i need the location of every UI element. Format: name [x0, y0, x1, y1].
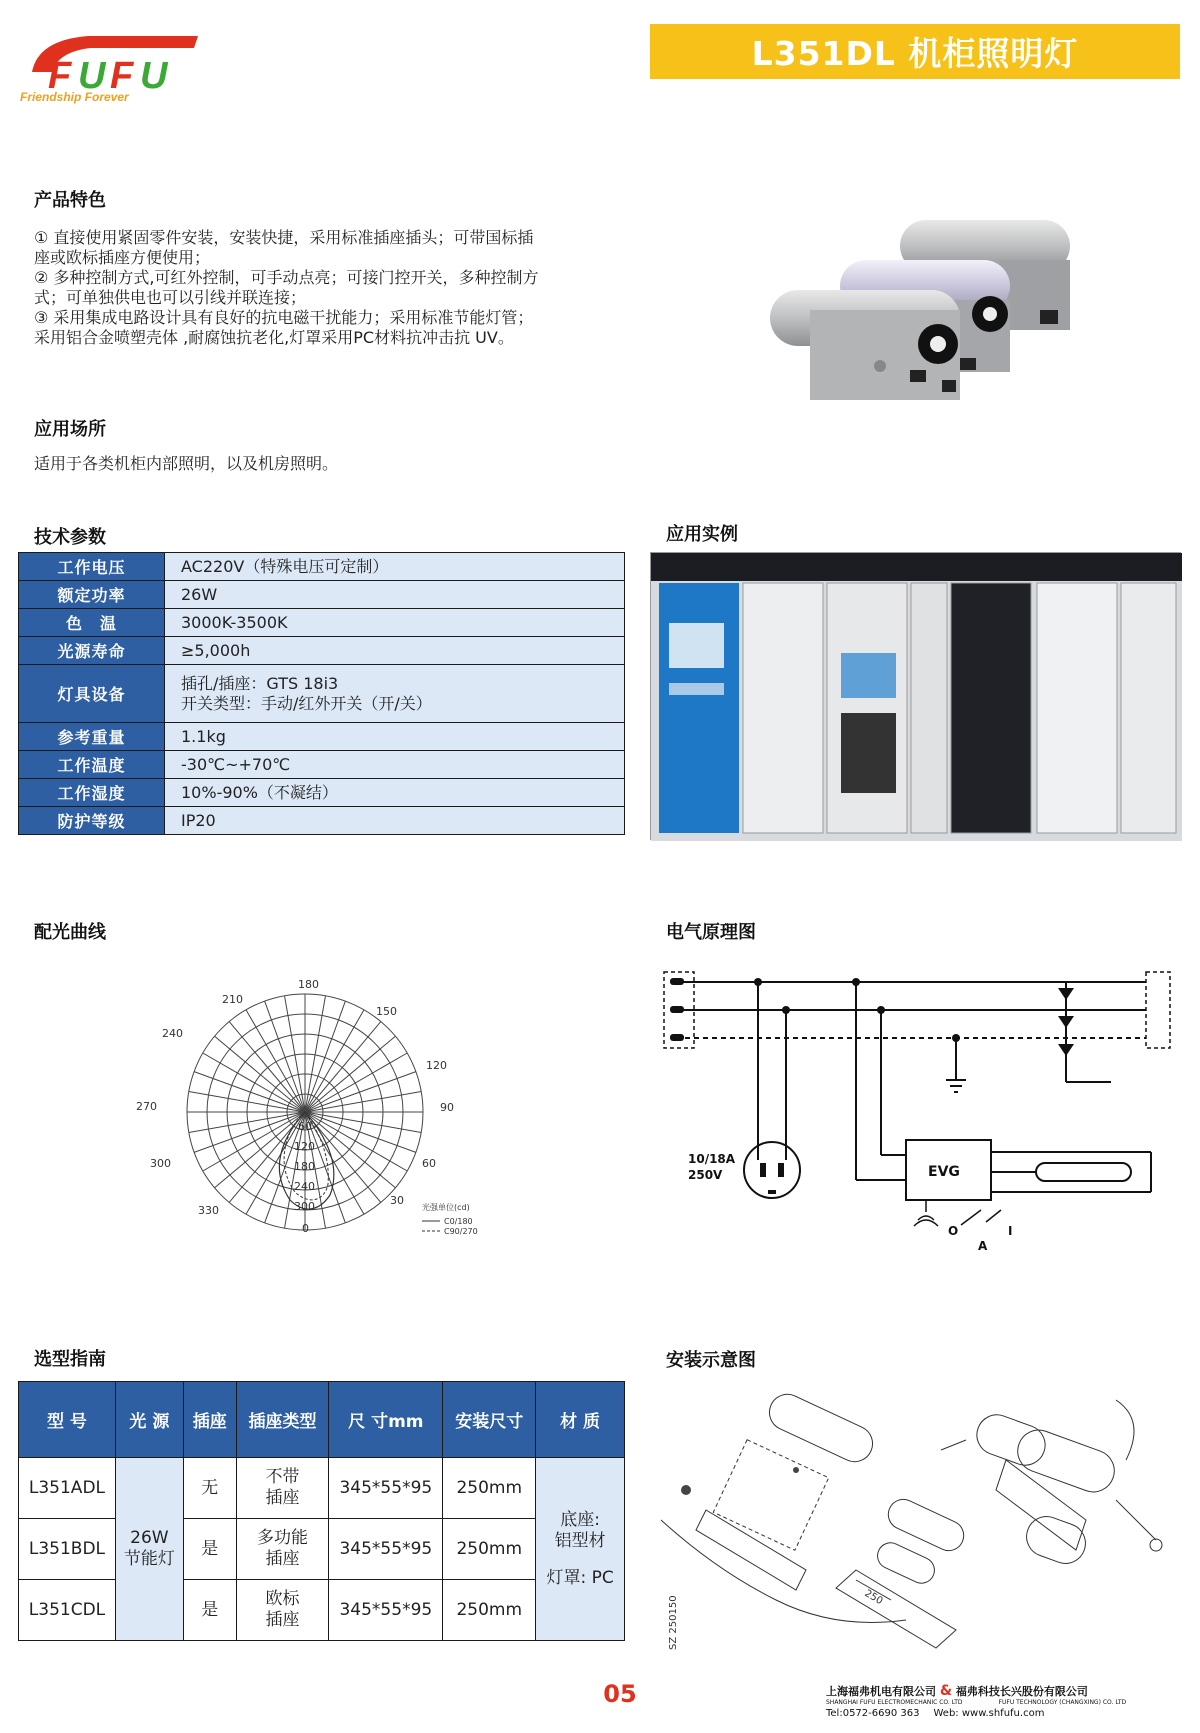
cell-size: 345*55*95 [329, 1580, 443, 1641]
company-en-2: FUFU TECHNOLOGY (CHANGXING) CO. LTD [998, 1699, 1127, 1706]
circuit-diagram [656, 960, 1176, 1260]
svg-text:U: U [140, 55, 168, 97]
feature-line: ① 直接使用紧固零件安装，安装快捷，采用标准插座插头；可带国标插 [34, 228, 534, 247]
product-image [770, 210, 1090, 440]
param-value: ≥5,000h [165, 637, 625, 665]
table-row [19, 637, 625, 665]
table-row [19, 581, 625, 609]
param-value-line: 插孔/插座：GTS 18i3 [181, 673, 339, 693]
angle-label: 240 [162, 1027, 183, 1040]
column-header: 材 质 [536, 1382, 625, 1458]
param-value: 10%-90%（不凝结） [165, 779, 625, 807]
param-key: 灯具设备 [19, 665, 165, 723]
cell-model: L351ADL [19, 1458, 116, 1519]
param-value: 1.1kg [165, 723, 625, 751]
angle-label: 90 [440, 1101, 454, 1114]
param-value: AC220V（特殊电压可定制） [165, 553, 625, 581]
cell-material [536, 1458, 625, 1641]
example-heading: 应用实例 [666, 524, 738, 545]
column-header: 型 号 [19, 1382, 116, 1458]
install-diagram [656, 1380, 1176, 1660]
param-value: 26W [165, 581, 625, 609]
rating-label: 250V [688, 1168, 723, 1182]
feature-line: 式；可单独供电也可以引线并联连接； [34, 288, 307, 307]
angle-label: 270 [136, 1100, 157, 1113]
cell-size: 345*55*95 [329, 1458, 443, 1519]
angle-label: 330 [198, 1204, 219, 1217]
company-en-1: SHANGHAI FUFU ELECTROMECHANIC CO. LTD [826, 1699, 963, 1706]
curve-heading: 配光曲线 [34, 922, 106, 943]
cell-mount: 250mm [443, 1580, 536, 1641]
svg-text:F: F [48, 55, 72, 97]
table-row [19, 807, 625, 835]
page-title: L351DL 机柜照明灯 [650, 24, 1180, 79]
angle-label: 180 [298, 978, 319, 991]
install-dim-label: 250 [862, 1588, 885, 1608]
column-header: 插座类型 [236, 1382, 329, 1458]
param-key: 参考重量 [19, 723, 165, 751]
radial-label: 60 [298, 1120, 312, 1133]
param-key: 防护等级 [19, 807, 165, 835]
footer-company [826, 1683, 1126, 1719]
column-header: 光 源 [115, 1382, 183, 1458]
table-row [19, 553, 625, 581]
svg-text:F: F [110, 55, 134, 97]
angle-label: 120 [426, 1059, 447, 1072]
feature-line: ② 多种控制方式,可红外控制，可手动点亮；可接门控开关，多种控制方 [34, 268, 539, 287]
column-header: 尺 寸mm [329, 1382, 443, 1458]
material-line: 底座: [560, 1509, 600, 1530]
legend-item: C0/180 [444, 1217, 473, 1226]
application-text: 适用于各类机柜内部照明，以及机房照明。 [34, 454, 339, 473]
feature-line: 座或欧标插座方便使用； [34, 248, 211, 267]
socket-type-line: 插座 [265, 1610, 300, 1630]
angle-label: 150 [376, 1005, 397, 1018]
application-photo [650, 552, 1181, 840]
angle-label: 60 [422, 1157, 436, 1170]
table-row [19, 1519, 625, 1580]
company-tel: Tel:0572-6690 363 [826, 1708, 920, 1719]
feature-line: 采用铝合金喷塑壳体 ,耐腐蚀抗老化,灯罩采用PC材料抗冲击抗 UV。 [34, 328, 514, 347]
table-row [19, 1580, 625, 1641]
switch-label-i: I [1008, 1224, 1013, 1238]
features-heading: 产品特色 [34, 190, 106, 211]
cell-model: L351CDL [19, 1580, 116, 1641]
cell-socket-type [236, 1458, 329, 1519]
socket-type-line: 欧标 [265, 1589, 300, 1609]
install-side-code: SZ 250150 [668, 1595, 679, 1650]
selection-heading: 选型指南 [34, 1349, 106, 1370]
param-key: 工作电压 [19, 553, 165, 581]
company-name-1: 上海福弗机电有限公司 [826, 1685, 936, 1698]
param-key: 色 温 [19, 609, 165, 637]
company-ampersand: & [939, 1683, 953, 1699]
socket-type-line: 多功能 [257, 1528, 309, 1548]
cell-socket: 是 [183, 1580, 236, 1641]
cell-socket: 是 [183, 1519, 236, 1580]
column-header: 插座 [183, 1382, 236, 1458]
cell-light-source [115, 1458, 183, 1641]
param-key: 工作湿度 [19, 779, 165, 807]
param-value [165, 665, 625, 723]
param-value-line: 开关类型：手动/红外开关（开/关） [181, 693, 432, 713]
cell-mount: 250mm [443, 1519, 536, 1580]
param-value: 3000K-3500K [165, 609, 625, 637]
radial-label: 120 [294, 1140, 315, 1153]
switch-label-a: A [978, 1239, 988, 1253]
table-row [19, 609, 625, 637]
features-text [34, 228, 624, 348]
svg-text:U: U [78, 55, 106, 97]
table-row [19, 723, 625, 751]
legend-title: 光强单位(cd) [422, 1203, 470, 1212]
param-value: IP20 [165, 807, 625, 835]
circuit-heading: 电气原理图 [666, 922, 756, 943]
tech-table [18, 552, 625, 835]
light-source-line: 26W [130, 1528, 169, 1548]
angle-label: 210 [222, 993, 243, 1006]
install-heading: 安装示意图 [666, 1350, 756, 1371]
radial-label: 180 [294, 1160, 315, 1173]
cell-mount: 250mm [443, 1458, 536, 1519]
application-heading: 应用场所 [34, 419, 106, 440]
column-header: 安装尺寸 [443, 1382, 536, 1458]
radial-label: 300 [294, 1200, 315, 1213]
table-row [19, 779, 625, 807]
light-source-line: 节能灯 [123, 1549, 175, 1569]
cell-size: 345*55*95 [329, 1519, 443, 1580]
angle-label: 300 [150, 1157, 171, 1170]
selection-table [18, 1381, 625, 1641]
logo-slogan: Friendship Forever [20, 90, 129, 104]
material-line: 铝型材 [554, 1530, 606, 1551]
table-header-row [19, 1382, 625, 1458]
feature-line: ③ 采用集成电路设计具有良好的抗电磁干扰能力；采用标准节能灯管； [34, 308, 534, 327]
socket-type-line: 不带 [265, 1467, 300, 1487]
cell-socket-type [236, 1519, 329, 1580]
param-key: 光源寿命 [19, 637, 165, 665]
cell-model: L351BDL [19, 1519, 116, 1580]
rating-label: 10/18A [688, 1152, 736, 1166]
page-number: 05 [603, 1680, 637, 1708]
switch-label-o: O [948, 1224, 959, 1238]
cell-socket: 无 [183, 1458, 236, 1519]
angle-label: 30 [390, 1194, 404, 1207]
table-row [19, 665, 625, 723]
table-row [19, 1458, 625, 1519]
tech-heading: 技术参数 [34, 527, 106, 548]
table-row [19, 751, 625, 779]
socket-type-line: 插座 [265, 1488, 300, 1508]
company-name-2: 福弗科技长兴股份有限公司 [955, 1685, 1088, 1698]
param-value: -30℃~+70℃ [165, 751, 625, 779]
socket-type-line: 插座 [265, 1549, 300, 1569]
evg-label: EVG [928, 1164, 960, 1180]
param-key: 工作温度 [19, 751, 165, 779]
radial-label: 240 [294, 1180, 315, 1193]
company-web: Web: www.shfufu.com [933, 1708, 1045, 1719]
polar-chart [136, 970, 520, 1270]
material-line: 灯罩: PC [546, 1567, 614, 1588]
param-key: 额定功率 [19, 581, 165, 609]
cell-socket-type [236, 1580, 329, 1641]
angle-label: 0 [302, 1222, 309, 1235]
legend-item: C90/270 [444, 1227, 478, 1236]
